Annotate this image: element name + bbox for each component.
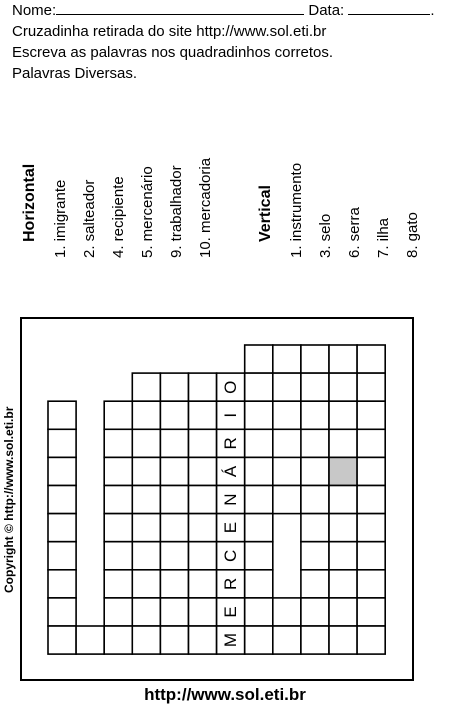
clue-v-1: 1. instrumento bbox=[288, 162, 305, 258]
grid-cell[interactable] bbox=[104, 542, 132, 570]
grid-cell[interactable] bbox=[357, 457, 385, 485]
grid-cell[interactable] bbox=[132, 486, 160, 514]
grid-cell[interactable] bbox=[273, 373, 301, 401]
grid-cell[interactable] bbox=[357, 626, 385, 654]
grid-cell[interactable] bbox=[132, 542, 160, 570]
grid-cell[interactable] bbox=[357, 373, 385, 401]
grid-cell[interactable] bbox=[245, 514, 273, 542]
grid-cell[interactable] bbox=[301, 486, 329, 514]
grid-cell[interactable] bbox=[189, 429, 217, 457]
grid-cell[interactable] bbox=[132, 373, 160, 401]
grid-cell[interactable] bbox=[104, 626, 132, 654]
clue-h-5: 5. mercenário bbox=[139, 166, 156, 258]
grid-cell[interactable] bbox=[48, 486, 76, 514]
grid-cell[interactable] bbox=[357, 514, 385, 542]
grid-cell[interactable] bbox=[301, 373, 329, 401]
grid-cell[interactable] bbox=[245, 401, 273, 429]
grid-cell[interactable] bbox=[301, 345, 329, 373]
grid-cell[interactable] bbox=[132, 570, 160, 598]
grid-cell[interactable] bbox=[301, 457, 329, 485]
grid-cell[interactable] bbox=[357, 486, 385, 514]
grid-cell[interactable] bbox=[160, 457, 188, 485]
grid-letter: E bbox=[221, 606, 241, 618]
grid-cell[interactable] bbox=[329, 626, 357, 654]
grid-cell[interactable] bbox=[132, 401, 160, 429]
grid-letter: M bbox=[221, 632, 241, 648]
grid-cell[interactable] bbox=[245, 542, 273, 570]
grid-cell[interactable] bbox=[301, 514, 329, 542]
grid-cell[interactable] bbox=[329, 429, 357, 457]
grid-cell[interactable] bbox=[48, 542, 76, 570]
footer-url: http://www.sol.eti.br bbox=[144, 685, 306, 704]
grid-letter: R bbox=[221, 577, 241, 590]
grid-cell[interactable] bbox=[160, 626, 188, 654]
grid-cell[interactable] bbox=[132, 514, 160, 542]
grid-cell[interactable] bbox=[48, 429, 76, 457]
header-line-3: Escreva as palavras nos quadradinhos corretos. bbox=[12, 44, 334, 61]
grid-letter: O bbox=[221, 380, 241, 394]
grid-cell[interactable] bbox=[301, 570, 329, 598]
clue-v-6: 6. serra bbox=[346, 207, 363, 258]
grid-cell[interactable] bbox=[357, 401, 385, 429]
grid-cell[interactable] bbox=[329, 514, 357, 542]
clue-h-1: 1. imigrante bbox=[52, 179, 69, 258]
grid-cell[interactable] bbox=[189, 598, 217, 626]
grid-cell[interactable] bbox=[160, 598, 188, 626]
grid-cell[interactable] bbox=[329, 598, 357, 626]
grid-cell[interactable] bbox=[357, 598, 385, 626]
grid-cell[interactable] bbox=[189, 514, 217, 542]
name-label: Nome: bbox=[12, 2, 57, 19]
grid-cell[interactable] bbox=[273, 598, 301, 626]
grid-cell[interactable] bbox=[160, 514, 188, 542]
grid-cell[interactable] bbox=[104, 598, 132, 626]
grid-cell[interactable] bbox=[160, 401, 188, 429]
grid-cell[interactable] bbox=[273, 345, 301, 373]
grid-cell[interactable] bbox=[132, 457, 160, 485]
grid-cell[interactable] bbox=[160, 429, 188, 457]
grid-letter: I bbox=[221, 412, 241, 418]
clue-h-4: 4. recipiente bbox=[110, 176, 127, 258]
grid-cell[interactable] bbox=[301, 429, 329, 457]
grid-cell[interactable] bbox=[301, 626, 329, 654]
grid-cell[interactable] bbox=[132, 626, 160, 654]
grid-cell[interactable] bbox=[245, 429, 273, 457]
date-trailing-dot: . bbox=[430, 2, 435, 19]
grid-cell[interactable] bbox=[357, 542, 385, 570]
grid-cell[interactable] bbox=[132, 429, 160, 457]
date-label: Data: bbox=[308, 2, 345, 19]
clue-v-3: 3. selo bbox=[317, 213, 334, 258]
grid-cell[interactable] bbox=[245, 457, 273, 485]
grid-cell[interactable] bbox=[357, 570, 385, 598]
grid-cell[interactable] bbox=[245, 345, 273, 373]
grid-cell[interactable] bbox=[189, 570, 217, 598]
grid-cell[interactable] bbox=[189, 626, 217, 654]
grid-cell[interactable] bbox=[48, 401, 76, 429]
grid-cell[interactable] bbox=[329, 542, 357, 570]
grid-cell[interactable] bbox=[329, 401, 357, 429]
clue-h-2: 2. salteador bbox=[81, 179, 98, 258]
clue-h-9: 9. trabalhador bbox=[168, 165, 185, 258]
grid-letter: R bbox=[221, 437, 241, 450]
vertical-title: Vertical bbox=[257, 185, 274, 242]
grid-cell[interactable] bbox=[301, 542, 329, 570]
grid-cell[interactable] bbox=[104, 514, 132, 542]
grid-cell[interactable] bbox=[189, 486, 217, 514]
grid-letter: E bbox=[221, 521, 241, 534]
grid-cell[interactable] bbox=[160, 486, 188, 514]
grid-cell[interactable] bbox=[48, 457, 76, 485]
grid-cell[interactable] bbox=[245, 373, 273, 401]
grid-cell[interactable] bbox=[245, 570, 273, 598]
grid-cell[interactable] bbox=[160, 570, 188, 598]
copyright-text: Copyright © http://www.sol.eti.br bbox=[2, 406, 16, 593]
grid-cell[interactable] bbox=[160, 373, 188, 401]
grid-cell[interactable] bbox=[273, 626, 301, 654]
clue-v-8: 8. gato bbox=[404, 212, 421, 258]
grid-cell[interactable] bbox=[245, 486, 273, 514]
grid-cell[interactable] bbox=[104, 401, 132, 429]
grid-cell[interactable] bbox=[160, 542, 188, 570]
grid-cell[interactable] bbox=[132, 598, 160, 626]
header-line-2: Cruzadinha retirada do site http://www.sol.eti.br bbox=[12, 23, 327, 40]
grid-cell[interactable] bbox=[273, 457, 301, 485]
clue-h-10: 10. mercadoria bbox=[197, 157, 214, 258]
grid-cell[interactable] bbox=[273, 401, 301, 429]
clue-v-7: 7. ilha bbox=[375, 217, 392, 258]
horizontal-title: Horizontal bbox=[21, 163, 38, 242]
grid-cell[interactable] bbox=[104, 457, 132, 485]
grid-letter: Á bbox=[221, 465, 241, 478]
grid-cell[interactable] bbox=[104, 570, 132, 598]
grid-letter: C bbox=[221, 549, 241, 562]
grid-cell[interactable] bbox=[245, 598, 273, 626]
grid-cell[interactable] bbox=[189, 457, 217, 485]
grid-cell[interactable] bbox=[245, 626, 273, 654]
grid-cell[interactable] bbox=[357, 429, 385, 457]
grid-cell[interactable] bbox=[273, 486, 301, 514]
grid-cell[interactable] bbox=[76, 626, 104, 654]
grid-cell[interactable] bbox=[301, 401, 329, 429]
grid-cell[interactable] bbox=[357, 345, 385, 373]
grid-cell[interactable] bbox=[329, 570, 357, 598]
grid-cell[interactable] bbox=[104, 486, 132, 514]
grid-cell[interactable] bbox=[48, 598, 76, 626]
grid-cell[interactable] bbox=[48, 514, 76, 542]
grid-cell[interactable] bbox=[48, 570, 76, 598]
grid-cell[interactable] bbox=[189, 401, 217, 429]
grid-cell[interactable] bbox=[329, 345, 357, 373]
grid-cell[interactable] bbox=[48, 626, 76, 654]
grid-cell[interactable] bbox=[189, 373, 217, 401]
grid-cell[interactable] bbox=[104, 429, 132, 457]
grid-cell[interactable] bbox=[329, 373, 357, 401]
header-line-4: Palavras Diversas. bbox=[12, 65, 138, 82]
grid-cell[interactable] bbox=[301, 598, 329, 626]
grid-letter: N bbox=[221, 493, 241, 506]
grid-cell[interactable] bbox=[329, 457, 357, 485]
grid-cell[interactable] bbox=[329, 486, 357, 514]
grid-cell[interactable] bbox=[189, 542, 217, 570]
